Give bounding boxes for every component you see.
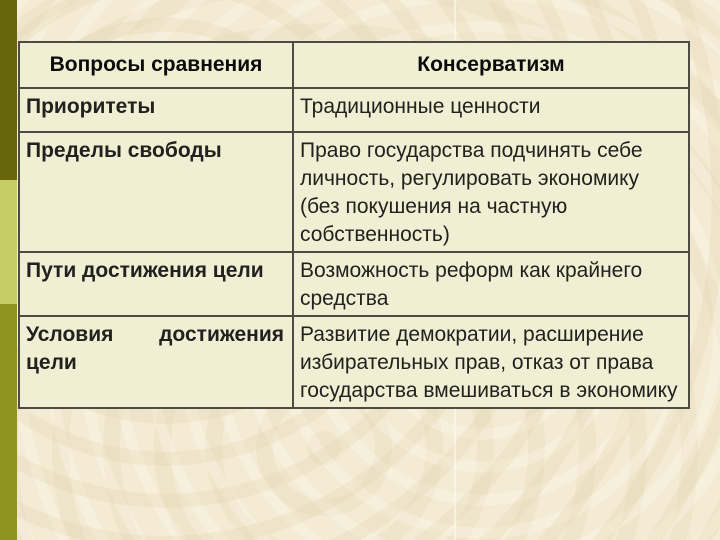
question-cell: Приоритеты [19,88,293,132]
accent-bar-segment-middle [0,180,17,304]
accent-bar-segment-bottom [0,304,17,540]
question-cell: Условия достижения цели [19,316,293,408]
answer-cell: Традиционные ценности [293,88,689,132]
table-row-priorities [19,88,689,132]
header-cell-conservatism: Консерватизм [293,42,689,88]
answer-cell: Развитие демократии, расширение избирательных прав, отказ от права государства вмешиваться в экономику [293,316,689,408]
table-row-conditions-to-achieve-goal [19,316,689,408]
answer-cell: Возможность реформ как крайнего средства [293,252,689,316]
left-accent-bar [0,0,17,540]
table-row-ways-to-achieve-goal [19,252,689,316]
table-row-limits-of-freedom [19,132,689,252]
question-cell: Пределы свободы [19,132,293,252]
accent-bar-segment-top [0,0,17,180]
question-cell: Пути достижения цели [19,252,293,316]
table-header-row [19,42,689,88]
header-cell-questions: Вопросы сравнения [19,42,293,88]
comparison-table [18,41,690,409]
answer-cell: Право государства подчинять себе личность, регулировать экономику (без покушения на частную собственность) [293,132,689,252]
